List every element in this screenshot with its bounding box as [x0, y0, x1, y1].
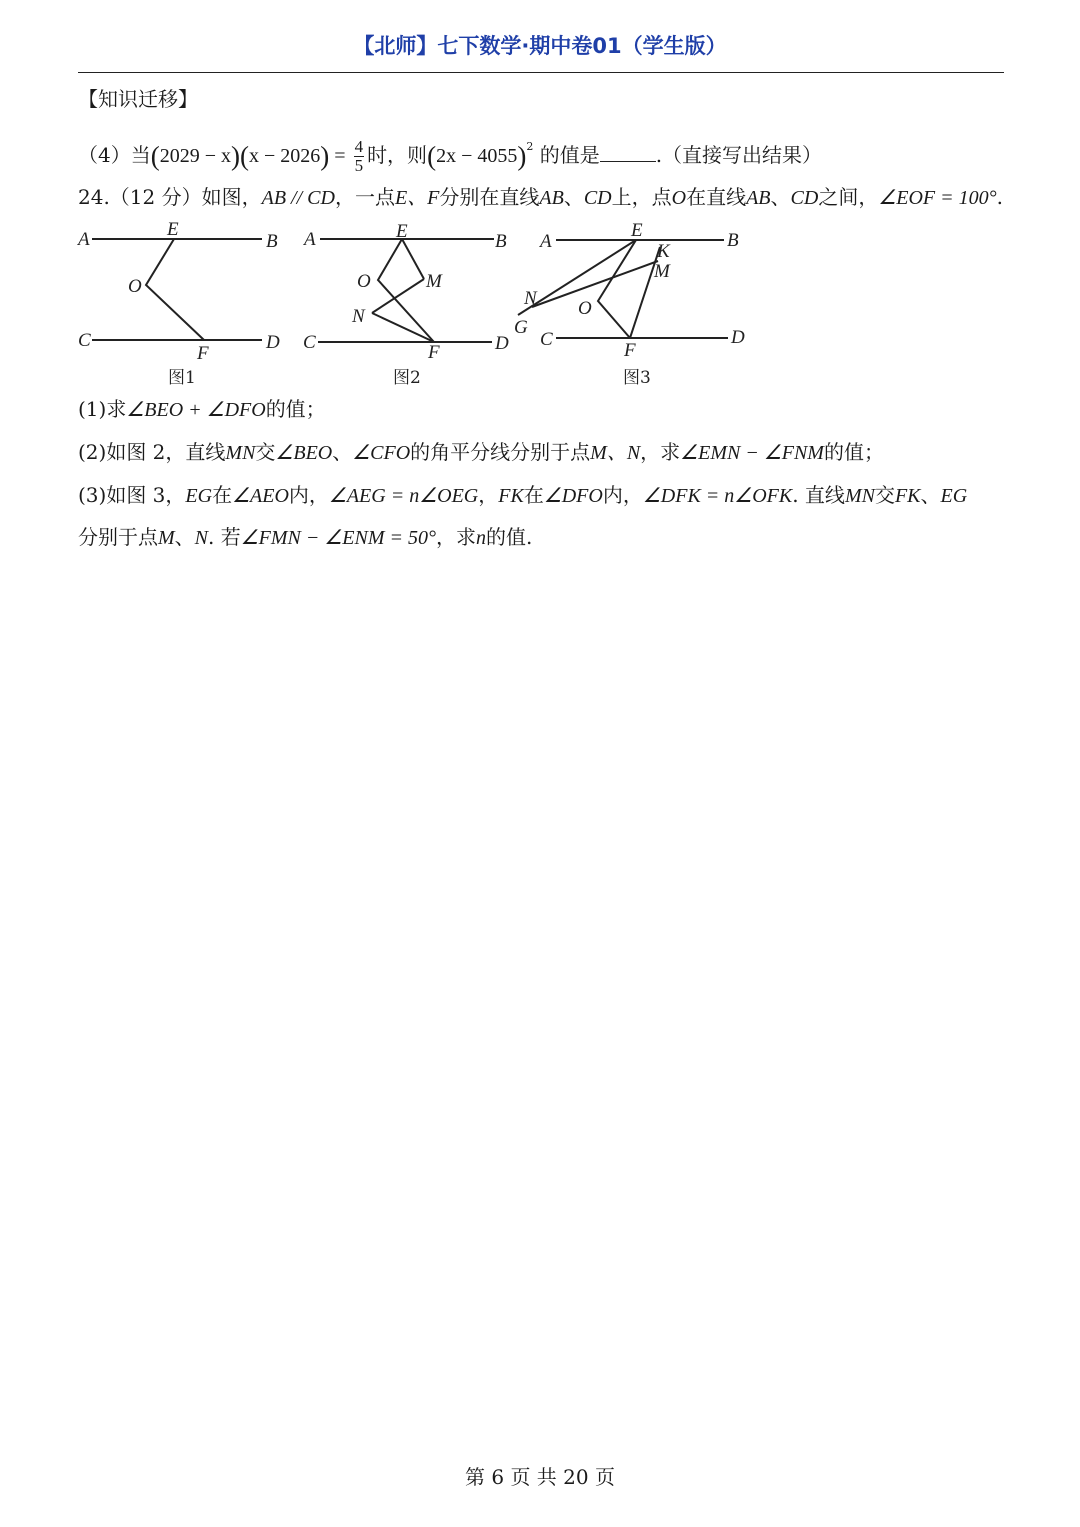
fig3-label-e: E [631, 220, 643, 241]
q4-fraction: $\frac{4}{5}$ [354, 137, 364, 175]
fig1-label-o: O [128, 276, 142, 297]
part-3-condition: ∠FMN − ∠ENM = 50° [240, 527, 437, 549]
fig2-label-b: B [495, 231, 507, 252]
section-title: 【知识迁移】 [78, 87, 198, 111]
q4-expr-b: x − 2026 [249, 145, 321, 167]
fig1-label-c: C [78, 330, 91, 351]
fig2-label-o: O [357, 271, 371, 292]
part-1: (1)求∠BEO + ∠DFO的值； [78, 397, 326, 421]
fig3-label-m: M [654, 261, 670, 282]
header-divider [78, 72, 1004, 73]
q4-tail: 的值是 [539, 143, 600, 167]
q4-end: .（直接写出结果） [655, 143, 823, 167]
fig3-label-o: O [578, 298, 592, 319]
figure-1 [92, 239, 262, 340]
fig2-label-f: F [428, 342, 440, 363]
fig3-label-c: C [540, 329, 553, 350]
fig2-label-m: M [426, 271, 442, 292]
figure-3 [518, 240, 728, 338]
part-2-expression: ∠EMN − ∠FNM [680, 442, 824, 464]
fig2-label-a: A [304, 229, 316, 250]
fig1-label-b: B [266, 231, 278, 252]
fig2-label-c: C [303, 332, 316, 353]
fig3-label-n: N [524, 288, 537, 309]
part-1-expression: ∠BEO + ∠DFO [126, 399, 266, 421]
fig3-label-b: B [727, 230, 739, 251]
part-3-line-1: (3)如图 3，EG在∠AEO内，∠AEG = n∠OEG，FK在∠DFO内，∠DFK = n∠OFK. 直线MN交FK、EG [78, 483, 968, 507]
fig3-caption: 图3 [623, 368, 651, 388]
fig1-label-d: D [266, 332, 280, 353]
fig2-label-n: N [352, 306, 365, 327]
question-4: （4）当(2029 − x)(x − 2026) = $\frac{4}{5}$ 时，则$(2x - 4055)^2$ 的值是 .（直接写出结果） [78, 137, 823, 175]
fig2-caption: 图2 [393, 368, 421, 388]
q4-expr-c: 2x − 4055 [436, 145, 518, 167]
fig1-label-e: E [167, 219, 179, 240]
fig3-label-d: D [731, 327, 745, 348]
q4-expr-a: 2029 − x [159, 145, 232, 167]
fig3-label-f: F [624, 340, 636, 361]
fig1-label-f: F [197, 343, 209, 364]
geometry-figures [0, 215, 1080, 395]
q4-label: （4）当 [78, 143, 151, 167]
fig3-label-a: A [540, 231, 552, 252]
q4-mid: 时，则 [367, 143, 428, 167]
part-3-line-2: 分别于点M、N. 若∠FMN − ∠ENM = 50°，求n的值. [78, 525, 533, 549]
fig2-label-d: D [495, 333, 509, 354]
question-24-intro: 24.（12 分）如图，AB // CD，一点E、F分别在直线AB、CD上，点O在直线AB、CD之间，∠EOF = 100°. [78, 185, 1003, 209]
fig2-label-e: E [396, 221, 408, 242]
fig3-label-k: K [657, 241, 670, 262]
page-header-title: 【北师】七下数学·期中卷01（学生版） [353, 34, 727, 58]
q4-answer-blank[interactable] [600, 143, 656, 162]
fig3-label-g: G [514, 317, 528, 338]
q4-power: 2 [526, 140, 534, 153]
fig1-caption: 图1 [168, 368, 196, 388]
figure-2 [318, 239, 494, 342]
fig1-label-a: A [78, 229, 90, 250]
part-2: (2)如图 2，直线MN交∠BEO、∠CFO的角平分线分别于点M、N，求∠EMN − ∠FNM的值； [78, 440, 884, 464]
page-footer: 第 6 页 共 20 页 [465, 1465, 615, 1489]
